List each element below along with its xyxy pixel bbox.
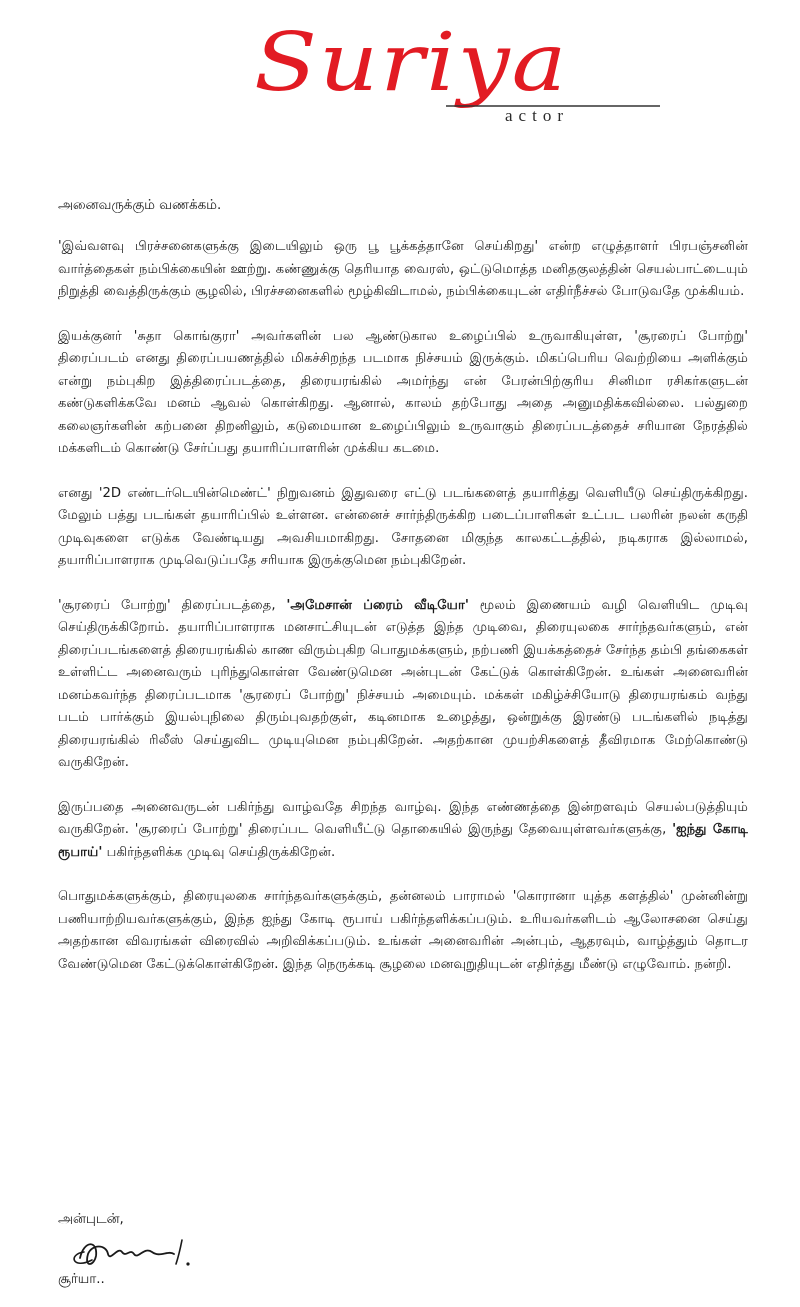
paragraph-text: 'சூரரைப் போற்று' திரைப்படத்தை, bbox=[58, 597, 287, 613]
paragraph bbox=[58, 886, 748, 976]
greeting: அனைவருக்கும் வணக்கம். bbox=[58, 198, 222, 213]
handwritten-signature bbox=[62, 1232, 222, 1276]
paragraph bbox=[58, 595, 748, 775]
letter-body bbox=[58, 198, 748, 998]
paragraph bbox=[58, 797, 748, 865]
emphasis-text: 'அமேசான் ப்ரைம் வீடியோ' bbox=[286, 597, 469, 613]
paragraph-text: இயக்குனர் 'சுதா கொங்குரா' அவர்களின் பல ஆண்டுகால உழைப்பில் உருவாகியுள்ள, 'சூரரைப் போற்று' திரைப்படம் எனது திரைப்பயணத்தில் மிகச்சிறந்த படமாக நிச்சயம் இருக்கும். மிகப்பெரிய வெற்றியை அளிக்கும் என்று நம்புகிற இத்திரைப்படத்தை, திரையரங்கில் அமர்ந்து என் பேரன்பிற்குரிய சினிமா ரசிகர்களுடன் கண்டுகளிக்கவே மனம் ஆவல் கொள்கிறது. ஆனால், காலம் தற்போது அதை அனுமதிக்கவில்லை. பல்துறை கலைஞர்களின் கற்பனை திறனிலும், கடுமையான உழைப்பிலும் உருவாகும் திரைப்படத்தைச் சரியான நேரத்தில் மக்களிடம் கொண்டு சேர்ப்பது தயாரிப்பாளரின் முக்கிய கடமை. bbox=[58, 328, 748, 456]
letterhead bbox=[0, 0, 800, 140]
paragraph-text: எனது '2D எண்டர்டெயின்மெண்ட்' நிறுவனம் இதுவரை எட்டு படங்களைத் தயாரித்து வெளியீடு செய்திருக்கிறது. மேலும் பத்து படங்கள் தயாரிப்பில் உள்ளன. என்னைச் சார்ந்திருக்கிற படைப்பாளிகள் உட்பட பலரின் நலன் கருதி முடிவுகளை எடுக்க வேண்டியது அவசியமாகிறது. சோதனை மிகுந்த காலகட்டத்தில், நடிகராக இல்லாமல், தயாரிப்பாளராக முடிவெடுப்பதே சரியாக இருக்குமென நம்புகிறேன். bbox=[58, 485, 748, 568]
paragraph-text: மூலம் இணையம் வழி வெளியிட முடிவு செய்திருக்கிறோம். தயாரிப்பாளராக மனசாட்சியுடன் எடுத்த இந்த முடிவை, திரையுலகை சார்ந்தவர்களும், என் திரைப்படங்களைத் திரையரங்கில் காண விரும்புகிற பொதுமக்களும், நற்பணி இயக்கத்தைச் சேர்ந்த தம்பி தங்கைகள் உள்ளிட்ட அனைவரும் புரிந்துகொள்ள வேண்டுமென அன்புடன் கேட்டுக் கொள்கிறேன். உங்கள் அனைவரின் மனம்கவர்ந்த திரைப்படமாக 'சூரரைப் போற்று' நிச்சயம் அமையும். மக்கள் மகிழ்ச்சியோடு திரையரங்கம் வந்து படம் பார்க்கும் இயல்புநிலை திரும்புவதற்குள், கடினமாக உழைத்து, ஒன்றுக்கு இரண்டு படங்களில் நடித்து திரையரங்கில் ரிலீஸ் செய்துவிட முடியுமென நம்புகிறேன். அதற்கான முயற்சிகளைத் தீவிரமாக மேற்கொண்டு வருகிறேன். bbox=[58, 597, 748, 770]
paragraph-text: இருப்பதை அனைவருடன் பகிர்ந்து வாழ்வதே சிறந்த வாழ்வு. இந்த எண்ணத்தை இன்றளவும் செயல்படுத்தியும் வருகிறேன். 'சூரரைப் போற்று' திரைப்பட வெளியீட்டு தொகையில் இருந்து தேவையுள்ளவர்களுக்கு, bbox=[58, 799, 748, 837]
paragraph bbox=[58, 236, 748, 304]
paragraph-text: பகிர்ந்தளிக்க முடிவு செய்திருக்கிறேன். bbox=[102, 844, 336, 860]
closing: அன்புடன், bbox=[58, 1212, 124, 1227]
paragraph-text: பொதுமக்களுக்கும், திரையுலகை சார்ந்தவர்களுக்கும், தன்னலம் பாராமல் 'கொரானா யுத்த களத்தில்' முன்னின்று பணியாற்றியவர்களுக்கும், இந்த ஐந்து கோடி ரூபாய் பகிர்ந்தளிக்கப்படும். உரியவர்களிடம் ஆலோசனை செய்து அதற்கான விவரங்கள் விரைவில் அறிவிக்கப்படும். உங்கள் அனைவரின் அன்பும், ஆதரவும், வாழ்த்தும் தொடர வேண்டுமென கேட்டுக்கொள்கிறேன். இந்த நெருக்கடி சூழலை மனவுறுதியுடன் எதிர்த்து மீண்டு எழுவோம். நன்றி. bbox=[58, 889, 748, 972]
paragraph bbox=[58, 326, 748, 461]
emphasis-text: 'ஐந்து கோடி ரூபாய்' bbox=[58, 822, 748, 860]
paragraph bbox=[58, 483, 748, 573]
paragraphs bbox=[58, 236, 748, 976]
logo-subtitle: actor bbox=[505, 106, 569, 125]
paragraph-text: 'இவ்வளவு பிரச்சனைகளுக்கு இடையிலும் ஒரு பூ பூக்கத்தானே செய்கிறது' என்ற எழுத்தாளர் பிரபஞ்சனின் வார்த்தைகள் நம்பிக்கையின் ஊற்று. கண்ணுக்கு தெரியாத வைரஸ், ஒட்டுமொத்த மனிதகுலத்தின் செயல்பாட்டையும் நிறுத்தி வைத்திருக்கும் சூழலில், பிரச்சனைகளில் மூழ்கிவிடாமல், நம்பிக்கையுடன் எதிர்நீச்சல் போடுவதே முக்கியம். bbox=[58, 239, 748, 299]
suriya-logo bbox=[250, 18, 670, 130]
logo-wordmark: Suriya bbox=[254, 18, 569, 110]
signer-name: சூர்யா.. bbox=[58, 1272, 105, 1287]
